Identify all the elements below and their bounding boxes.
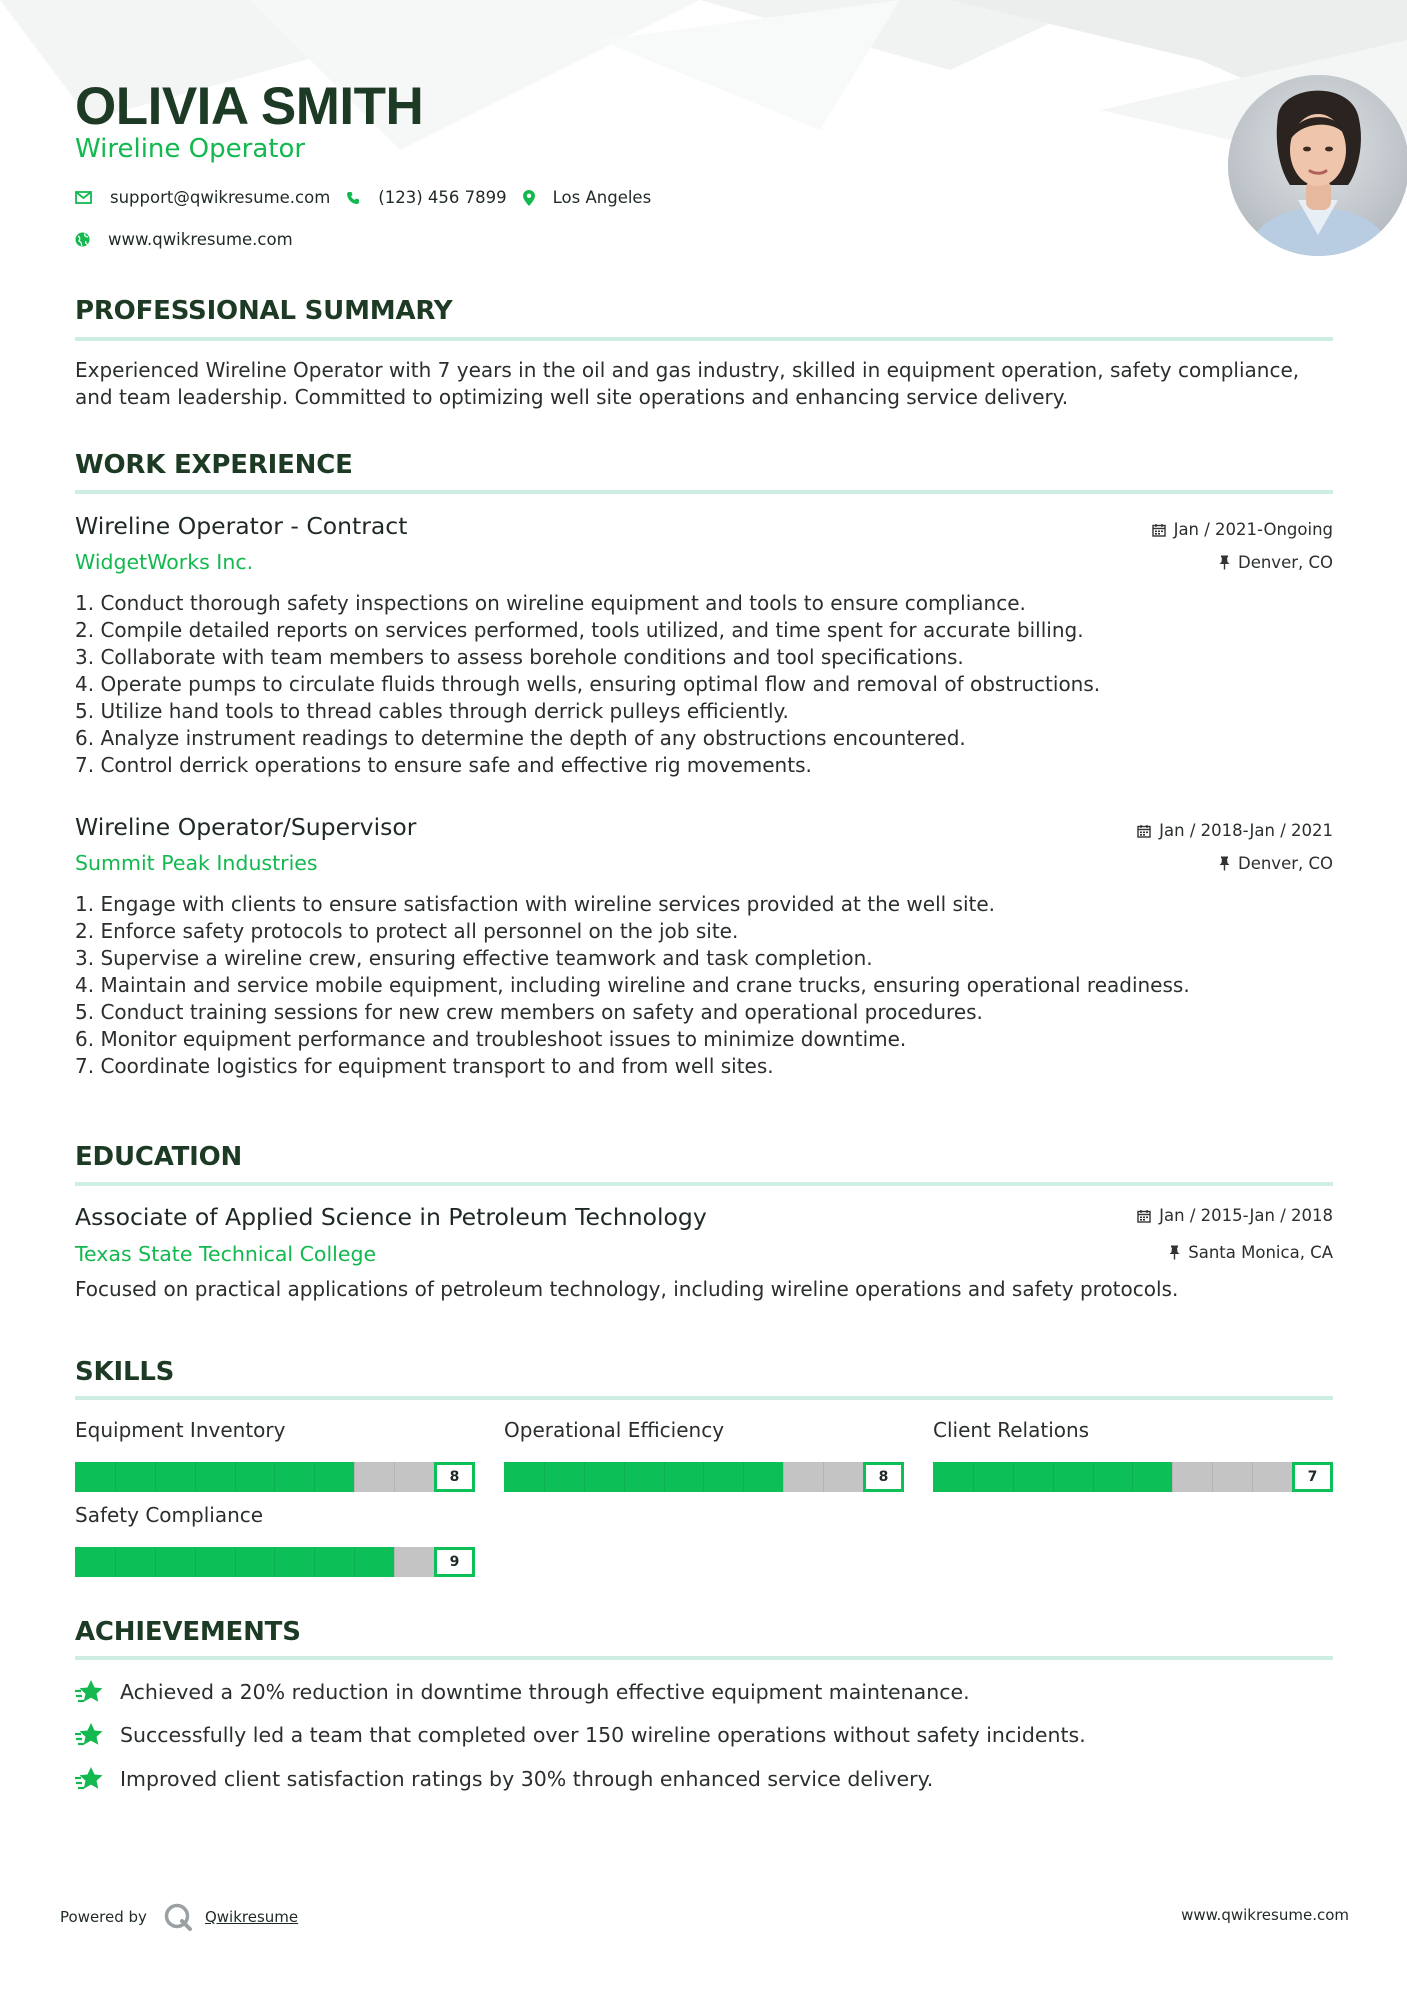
achievement-text: Successfully led a team that completed over 150 wireline operations without safety incidents. bbox=[120, 1723, 1086, 1747]
experience-heading: WORK EXPERIENCE bbox=[75, 450, 353, 480]
skill-bar-segment bbox=[394, 1462, 395, 1492]
summary-heading: PROFESSIONAL SUMMARY bbox=[75, 296, 453, 326]
phone-item[interactable] bbox=[346, 188, 506, 207]
skill-bar bbox=[504, 1462, 904, 1492]
profile-portrait-image bbox=[1228, 75, 1407, 256]
skill-bar-segment bbox=[1132, 1462, 1133, 1492]
skill-name: Safety Compliance bbox=[75, 1503, 264, 1527]
skill-bar-segment bbox=[1172, 1462, 1173, 1492]
list-item: 1. Conduct thorough safety inspections on wireline equipment and tools to ensure compliance. bbox=[75, 591, 1026, 615]
skill-bar bbox=[75, 1547, 475, 1577]
section-divider bbox=[75, 337, 1333, 341]
list-item: 2. Compile detailed reports on services performed, tools utilized, and time spent for accurate billing. bbox=[75, 618, 1084, 642]
list-item: 7. Coordinate logistics for equipment transport to and from well sites. bbox=[75, 1054, 774, 1078]
skill-bar-segment bbox=[1093, 1462, 1094, 1492]
list-item: 6. Monitor equipment performance and troubleshoot issues to minimize downtime. bbox=[75, 1027, 907, 1051]
skill-bar-segment bbox=[155, 1462, 156, 1492]
website-item[interactable] bbox=[75, 230, 293, 249]
skill-bar-segment bbox=[235, 1462, 236, 1492]
section-divider bbox=[75, 1396, 1333, 1400]
job-title: Wireline Operator - Contract bbox=[75, 512, 408, 540]
achievement-text: Improved client satisfaction ratings by 30% through enhanced service delivery. bbox=[120, 1767, 934, 1791]
website-row bbox=[75, 230, 309, 249]
section-divider bbox=[75, 1656, 1333, 1660]
email-item[interactable] bbox=[75, 188, 330, 207]
list-item: 3. Supervise a wireline crew, ensuring effective teamwork and task completion. bbox=[75, 946, 873, 970]
skill-item bbox=[504, 1418, 904, 1485]
achievement-item bbox=[75, 1766, 933, 1792]
degree-title: Associate of Applied Science in Petroleum Technology bbox=[75, 1203, 707, 1231]
list-item: 1. Engage with clients to ensure satisfaction with wireline services provided at the well site. bbox=[75, 892, 996, 916]
calendar-icon bbox=[1152, 523, 1166, 537]
skill-bar-segment bbox=[584, 1462, 585, 1492]
skill-bar-fill bbox=[504, 1462, 783, 1492]
summary-text: Experienced Wireline Operator with 7 years in the oil and gas industry, skilled in equipment operation, safety compliance, and team leadership. Committed to optimizing well site operations and enhancing service delivery. bbox=[75, 358, 1300, 409]
education-description: Focused on practical applications of petroleum technology, including wireline operations and safety protocols. bbox=[75, 1277, 1179, 1301]
skill-score: 8 bbox=[863, 1462, 904, 1492]
skill-bar-fill bbox=[75, 1462, 354, 1492]
skill-bar-segment bbox=[823, 1462, 824, 1492]
skill-bar-segment bbox=[314, 1462, 315, 1492]
skill-bar-segment bbox=[195, 1462, 196, 1492]
skill-bar-segment bbox=[235, 1547, 236, 1577]
section-divider bbox=[75, 490, 1333, 494]
job-company: Summit Peak Industries bbox=[75, 851, 318, 875]
skill-bar-segment bbox=[664, 1462, 665, 1492]
qwikresume-logo-icon bbox=[163, 1902, 193, 1932]
skill-score: 9 bbox=[434, 1547, 475, 1577]
job-location-text: Denver, CO bbox=[1237, 854, 1333, 873]
skill-bar-segment bbox=[155, 1547, 156, 1577]
list-item: 2. Enforce safety protocols to protect all personnel on the job site. bbox=[75, 919, 739, 943]
envelope-icon bbox=[75, 191, 92, 204]
footer-website-link[interactable]: www.qwikresume.com bbox=[1181, 1906, 1349, 1924]
candidate-name: OLIVIA SMITH bbox=[75, 77, 424, 136]
skill-bar-segment bbox=[973, 1462, 974, 1492]
job-dates bbox=[1152, 520, 1333, 539]
skill-bar-segment bbox=[354, 1462, 355, 1492]
phone-text: (123) 456 7899 bbox=[378, 188, 507, 207]
education-location bbox=[1169, 1243, 1333, 1262]
email-text: support@qwikresume.com bbox=[110, 188, 331, 207]
school-name: Texas State Technical College bbox=[75, 1242, 377, 1266]
achievement-item bbox=[75, 1722, 1086, 1748]
skill-score: 7 bbox=[1292, 1462, 1333, 1492]
skill-item bbox=[933, 1418, 1333, 1485]
skill-bar-segment bbox=[1053, 1462, 1054, 1492]
skill-bar-segment bbox=[703, 1462, 704, 1492]
list-item: 5. Conduct training sessions for new crew members on safety and operational procedures. bbox=[75, 1000, 983, 1024]
skill-bar-segment bbox=[783, 1462, 784, 1492]
powered-by-label: Powered by bbox=[60, 1908, 147, 1926]
location-item bbox=[523, 188, 652, 207]
skills-heading: SKILLS bbox=[75, 1357, 175, 1387]
list-item: 4. Maintain and service mobile equipment, including wireline and crane trucks, ensuring operational readiness. bbox=[75, 973, 1190, 997]
star-badge-icon bbox=[75, 1722, 106, 1748]
list-item: 7. Control derrick operations to ensure safe and effective rig movements. bbox=[75, 753, 812, 777]
job-dates bbox=[1137, 821, 1333, 840]
globe-icon bbox=[75, 232, 90, 247]
skill-bar-segment bbox=[274, 1462, 275, 1492]
skill-bar bbox=[933, 1462, 1333, 1492]
job-duties-list bbox=[75, 590, 1333, 779]
contact-row bbox=[75, 188, 667, 207]
pushpin-icon bbox=[1169, 1245, 1180, 1260]
skill-item bbox=[75, 1503, 475, 1570]
job-title: Wireline Operator/Supervisor bbox=[75, 813, 417, 841]
skill-item bbox=[75, 1418, 475, 1485]
footer-powered-by bbox=[60, 1902, 298, 1932]
job-location bbox=[1219, 854, 1333, 873]
education-dates bbox=[1137, 1206, 1333, 1225]
section-divider bbox=[75, 1182, 1333, 1186]
website-text: www.qwikresume.com bbox=[108, 230, 293, 249]
skill-bar-segment bbox=[115, 1547, 116, 1577]
list-item: 3. Collaborate with team members to assess borehole conditions and tool specifications. bbox=[75, 645, 964, 669]
skill-bar-segment bbox=[274, 1547, 275, 1577]
job-location-text: Denver, CO bbox=[1237, 553, 1333, 572]
achievement-item bbox=[75, 1679, 970, 1705]
phone-icon bbox=[346, 191, 360, 205]
skill-bar bbox=[75, 1462, 475, 1492]
list-item: 4. Operate pumps to circulate fluids through wells, ensuring optimal flow and removal of obstructions. bbox=[75, 672, 1101, 696]
star-badge-icon bbox=[75, 1766, 106, 1792]
header-background-decoration bbox=[0, 0, 1407, 330]
calendar-icon bbox=[1137, 1209, 1151, 1223]
list-item: 6. Analyze instrument readings to determine the depth of any obstructions encountered. bbox=[75, 726, 966, 750]
skill-bar-segment bbox=[624, 1462, 625, 1492]
job-company: WidgetWorks Inc. bbox=[75, 550, 254, 574]
education-heading: EDUCATION bbox=[75, 1142, 243, 1172]
calendar-icon bbox=[1137, 824, 1151, 838]
pushpin-icon bbox=[1219, 856, 1230, 871]
candidate-role: Wireline Operator bbox=[75, 134, 306, 164]
skill-name: Client Relations bbox=[933, 1418, 1090, 1442]
achievement-text: Achieved a 20% reduction in downtime through effective equipment maintenance. bbox=[120, 1680, 970, 1704]
job-dates-text: Jan / 2018-Jan / 2021 bbox=[1159, 821, 1333, 840]
education-dates-text: Jan / 2015-Jan / 2018 bbox=[1159, 1206, 1333, 1225]
skill-bar-segment bbox=[314, 1547, 315, 1577]
profile-photo bbox=[1228, 75, 1407, 256]
job-duties-list bbox=[75, 891, 1333, 1080]
skill-name: Operational Efficiency bbox=[504, 1418, 725, 1442]
education-location-text: Santa Monica, CA bbox=[1188, 1243, 1333, 1262]
skill-bar-segment bbox=[1252, 1462, 1253, 1492]
map-pin-icon bbox=[523, 190, 535, 206]
job-location bbox=[1219, 553, 1333, 572]
skill-bar-segment bbox=[1212, 1462, 1213, 1492]
pushpin-icon bbox=[1219, 555, 1230, 570]
skill-bar-segment bbox=[195, 1547, 196, 1577]
skill-bar-segment bbox=[394, 1547, 395, 1577]
list-item: 5. Utilize hand tools to thread cables through derrick pulleys efficiently. bbox=[75, 699, 789, 723]
achievements-heading: ACHIEVEMENTS bbox=[75, 1617, 301, 1647]
skill-bar-segment bbox=[354, 1547, 355, 1577]
skill-bar-segment bbox=[743, 1462, 744, 1492]
skill-score: 8 bbox=[434, 1462, 475, 1492]
star-badge-icon bbox=[75, 1679, 106, 1705]
skill-bar-segment bbox=[544, 1462, 545, 1492]
skill-name: Equipment Inventory bbox=[75, 1418, 286, 1442]
location-text: Los Angeles bbox=[552, 188, 652, 207]
skill-bar-segment bbox=[115, 1462, 116, 1492]
job-dates-text: Jan / 2021-Ongoing bbox=[1173, 520, 1333, 539]
skill-bar-segment bbox=[1013, 1462, 1014, 1492]
brand-link[interactable]: Qwikresume bbox=[204, 1908, 299, 1926]
